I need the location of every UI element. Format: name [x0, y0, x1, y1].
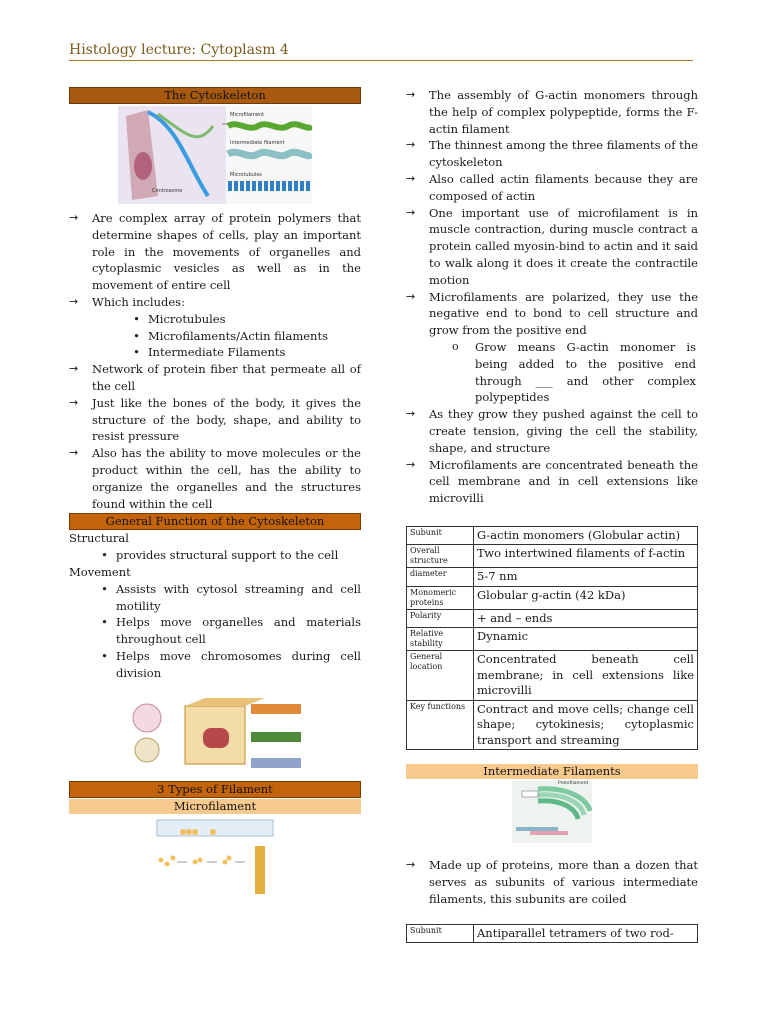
intermediate-filament-figure: [512, 781, 592, 843]
list-item: → The assembly of G-actin monomers through the help of complex polypeptide, forms the F-actin filament: [406, 88, 698, 136]
table-row: [407, 651, 698, 701]
table-row: [407, 609, 698, 628]
arrow-icon: →: [69, 211, 79, 224]
table-row: [407, 700, 698, 750]
table-key-cell: Subunit: [407, 526, 474, 545]
fill-in-blank: ___: [535, 373, 553, 388]
table-key-cell: Polarity: [407, 609, 474, 628]
protofilament-label: Protofilament: [558, 781, 589, 787]
bullet-icon: •: [101, 648, 108, 663]
arrow-icon: →: [406, 457, 416, 471]
arrow-icon: →: [69, 395, 79, 409]
list-item: → Also called actin filaments because they are composed of actin: [406, 171, 698, 203]
page-header: Histology lecture: Cytoplasm 4: [69, 42, 289, 58]
list-item: → As they grow they pushed against the cell to create tension, giving the cell the stability, shape, and structure: [406, 407, 698, 455]
list-item: → Network of protein fiber that permeate all of the cell: [69, 362, 361, 393]
table-key-cell: Key functions: [407, 700, 474, 750]
section-bar-microfilament: Microfilament: [69, 799, 361, 814]
list-item: → The thinnest among the three filaments of the cytoskeleton: [406, 138, 698, 170]
structural-label: Structural: [69, 531, 129, 546]
table-row: [407, 526, 698, 545]
table-value-cell: Concentrated beneath cell membrane; in cell extensions like microvilli: [474, 651, 698, 701]
list-item: → Made up of proteins, more than a dozen that serves as subunits of various intermediate filaments, this subunits are coiled: [406, 858, 698, 907]
table-value-cell: G-actin monomers (Globular actin): [474, 526, 698, 545]
list-item: • Helps move organelles and materials throughout cell: [93, 614, 361, 648]
fig1-label-microfilament: Microfilament: [230, 112, 265, 118]
section-bar-types: 3 Types of Filament: [69, 781, 361, 798]
list-item: • Microtubules: [125, 311, 361, 328]
arrow-icon: →: [406, 205, 416, 219]
section-bar-cytoskeleton: The Cytoskeleton: [69, 87, 361, 104]
bullet-icon: •: [101, 615, 108, 630]
fig1-label-centrosome: Centrosome: [152, 188, 183, 194]
list-item: • provides structural support to the cell: [93, 547, 361, 564]
circle-bullet-icon: o: [452, 339, 459, 353]
arrow-icon: →: [406, 407, 416, 421]
cytoskeleton-figure: [118, 106, 312, 204]
intermediate-filament-table: [406, 924, 698, 944]
arrow-icon: →: [69, 446, 79, 460]
list-item: → Microfilaments are concentrated beneath the cell membrane and in cell extensions like microvilli: [406, 457, 698, 506]
arrow-icon: →: [406, 88, 416, 101]
actin-assembly-figure: [153, 816, 277, 896]
table-value-cell: Antiparallel tetramers of two rod-: [474, 924, 698, 943]
fig1-label-intermediate: Intermediate filament: [230, 140, 285, 146]
table-value-cell: 5-7 nm: [474, 568, 698, 587]
table-key-cell: Subunit: [407, 924, 474, 943]
table-row: [407, 628, 698, 651]
structural-list: [69, 547, 361, 564]
arrow-icon: →: [406, 289, 416, 303]
table-key-cell: Relative stability: [407, 628, 474, 651]
list-item: → One important use of microfilament is in muscle contraction, during muscle contract a protein called myosin-bind to actin and it said to walk along it does it create the contractile motion: [406, 205, 698, 287]
bullet-icon: •: [133, 311, 140, 326]
list-item: → Just like the bones of the body, it gives the structure of the body, shape, and ability to resist pressure: [69, 395, 361, 444]
table-key-cell: diameter: [407, 568, 474, 587]
left-column: [69, 87, 361, 896]
table-row: [407, 545, 698, 568]
list-item: → Also has the ability to move molecules or the product within the cell, has the ability to organize the organelles and the structures found within the cell: [69, 446, 361, 511]
table-row: [407, 568, 698, 587]
list-item: → Microfilaments are polarized, they use the negative end to bond to cell structure and grow from the positive end: [406, 289, 698, 338]
includes-list: [69, 311, 361, 361]
table-value-cell: Dynamic: [474, 628, 698, 651]
arrow-icon: →: [69, 362, 79, 376]
table-key-cell: Monomeric proteins: [407, 586, 474, 609]
table-value-cell: Globular g-actin (42 kDa): [474, 586, 698, 609]
table-row: [407, 586, 698, 609]
table-key-cell: Overall structure: [407, 545, 474, 568]
table-value-cell: + and – ends: [474, 609, 698, 628]
list-item: → Which includes:: [69, 294, 185, 309]
list-item: → Are complex array of protein polymers that determine shapes of cells, play an important role in the movements of organelles and cytoplasmic vesicles as well as in the movement of entire cell: [69, 211, 361, 293]
list-item: • Microfilaments/Actin filaments: [125, 328, 361, 345]
table-value-cell: Contract and move cells; change cell shape; cytokinesis; cytoplasmic transport and streaming: [474, 700, 698, 750]
header-rule: [69, 60, 693, 61]
arrow-icon: →: [406, 858, 416, 872]
arrow-icon: →: [69, 294, 79, 308]
bullet-icon: •: [133, 328, 140, 343]
microfilament-table: [406, 526, 698, 751]
arrow-icon: →: [406, 171, 416, 185]
bullet-icon: •: [133, 345, 140, 360]
bullet-icon: •: [101, 548, 108, 563]
list-item: • Assists with cytosol streaming and cell motility: [93, 581, 361, 615]
table-value-cell: Two intertwined filaments of f-actin: [474, 545, 698, 568]
cytoskeleton-structure-figure: [125, 698, 305, 774]
section-bar-general-function: General Function of the Cytoskeleton: [69, 513, 361, 530]
table-key-cell: General location: [407, 651, 474, 701]
arrow-icon: →: [406, 138, 416, 152]
list-item: • Helps move chromosomes during cell division: [93, 648, 361, 682]
list-item: • Intermediate Filaments: [125, 344, 361, 361]
fig1-label-microtubules: Microtubules: [230, 172, 262, 178]
movement-list: [69, 581, 361, 682]
section-bar-intermediate-filaments: Intermediate Filaments: [406, 764, 698, 779]
sub-list-item: o Grow means G-actin monomer is being added to the positive end through ___ and other complex polypeptides: [452, 339, 697, 405]
movement-label: Movement: [69, 564, 131, 579]
bullet-icon: •: [101, 581, 108, 596]
right-column: [406, 87, 698, 943]
table-row: [407, 924, 698, 943]
